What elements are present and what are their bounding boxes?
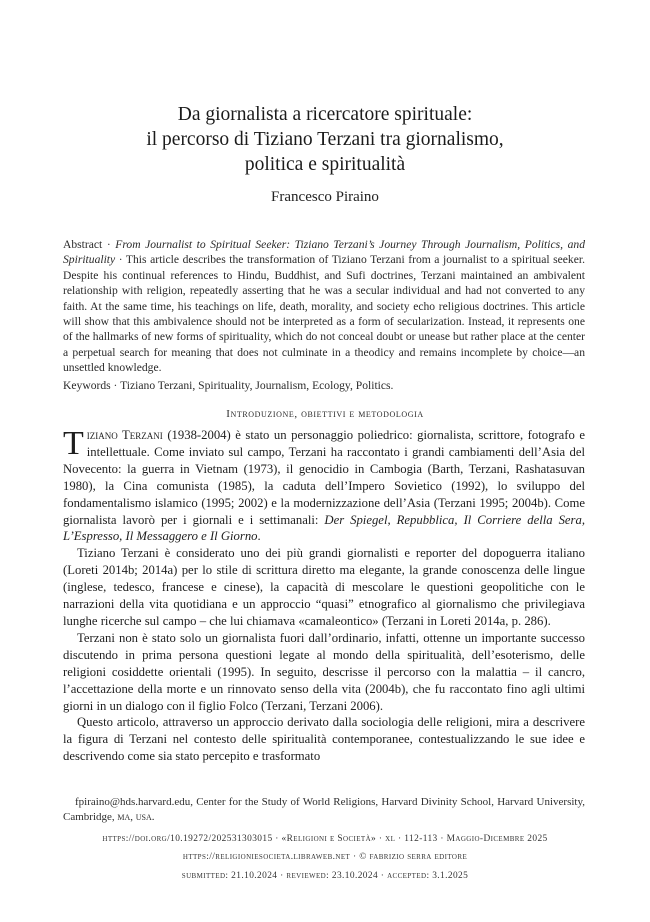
abstract-text: · This article describes the transformation of Tiziano Terzani from a journalist to a spiritual seeker. Despite his continual references to Hindu, Buddhist, and Sufi doctrines, Terzani maintained an ambivalent relationship with religion, repeatedly asserting that he was a secular individual and had not converted to any faith. At the same time, his teachings on life, death, morality, and society echo religious doctrines. This article will show that this ambivalence should not be interpreted as a form of secularization. Instead, it represents one of the hallmarks of new forms of spirituality, which do not conceal doubt or unease but rather place at the center a perpetual search for meaning that does not culminate in a theodicy and remains incomplete by choice—an unsettled knowledge. [63, 253, 585, 375]
paragraph-1-name: iziano Terzani [86, 428, 163, 442]
footer-doi-line: https://doi.org/10.19272/202531303015 · «Religioni e Società» · xl · 112-113 · Maggio-Dicembre 2025 [102, 834, 548, 844]
body-text [63, 427, 585, 765]
footnote-end: . [151, 810, 155, 823]
footnote-text: fpiraino@hds.harvard.edu, Center for the Study of World Religions, Harvard Divinity School, Harvard University, Cambridge, [63, 796, 585, 823]
paragraph-1-end: . [257, 529, 261, 544]
section-heading: Introduzione, obiettivi e metodologia [226, 408, 424, 420]
footer-publisher-line: https://religioniesocieta.libraweb.net · © fabrizio serra editore [182, 852, 468, 862]
paragraph-1-text: (1938-2004) è stato un personaggio poliedrico: giornalista, scrittore, fotografo e intellettuale. Come inviato sul campo, Terzani ha raccontato i grandi cambiamenti dell’Asia del Novecento: la guerra in Vietnam (1973), il genocidio in Cambogia (Barth, Terzani, Rashatasuvan 1980), la Cina comunista (1985), la caduta dell’Impero Sovietico (1992), lo sviluppo del fondamentalismo islamico (1995; 2002) e la modernizzazione dell’Asia (Terzani 1995; 2004b). Come giornalista lavorò per i giornali e i settimanali: [63, 428, 585, 527]
keywords [63, 378, 585, 393]
paragraph-1 [63, 427, 585, 545]
author-name: Francesco Piraino [271, 189, 379, 205]
paragraph-1-newspapers: Der Spiegel, Repubblica, Il Corriere della Sera, L’Espresso, Il Messaggero e Il Giorno [63, 512, 586, 544]
abstract-english-title: From Journalist to Spiritual Seeker: Tiziano Terzani’s Journey Through Journalism, Politics, and Spirituality [63, 238, 585, 267]
abstract-label: Abstract · [63, 238, 116, 251]
footnote-location: ma, usa [117, 810, 152, 823]
paragraph-4: Questo articolo, attraverso un approccio derivato dalla sociologia delle religioni, mira a descrivere la figura di Terzani nel contesto delle spiritualità contemporanee, contestualizzando le sue idee e descrivendo come sia stato percepito e trasformato [63, 715, 585, 764]
abstract [63, 237, 585, 376]
title-line-1: Da giornalista a ricercatore spirituale: [177, 104, 473, 125]
keywords-text: Tiziano Terzani, Spirituality, Journalism, Ecology, Politics. [120, 379, 394, 392]
title-line-3: politica e spiritualità [244, 154, 406, 175]
paragraph-2: Tiziano Terzani è considerato uno dei più grandi giornalisti e reporter del dopoguerra italiano (Loreti 2014b; 2014a) per lo stile di scrittura diretto ma elegante, la grande conoscenza delle lingue (inglese, tedesco, francese e cinese), la capacità di mescolare le questioni geopolitiche con le narrazioni della vita quotidiana e un approccio “quasi” etnografico al giornalismo che privilegiava lunghe ricerche sul campo – che lui chiamava «camaleontico» (Terzani in Loreti 2014a, p. 286). [63, 546, 585, 628]
article-title [60, 102, 590, 177]
title-line-2: il percorso di Tiziano Terzani tra giornalismo, [146, 129, 504, 150]
drop-cap: T [63, 425, 84, 462]
paragraph-3: Terzani non è stato solo un giornalista fuori dall’ordinario, infatti, ottenne un importante successo discutendo in prima persona questioni legate al mondo della spiritualità, dell’esoterismo, delle religioni cosiddette orientali (1995). In seguito, descrisse il percorso con la malattia – il cancro, l’accettazione della morte e un rinnovato senso della vita (2004b), che fu raccontato fino agli ultimi giorni in un dialogo con il figlio Folco (Terzani, Terzani 2006). [63, 630, 585, 713]
footer-dates-line: submitted: 21.10.2024 · reviewed: 23.10.2024 · accepted: 3.1.2025 [181, 871, 469, 881]
keywords-label: Keywords · [63, 379, 121, 392]
author-footnote [63, 795, 585, 824]
